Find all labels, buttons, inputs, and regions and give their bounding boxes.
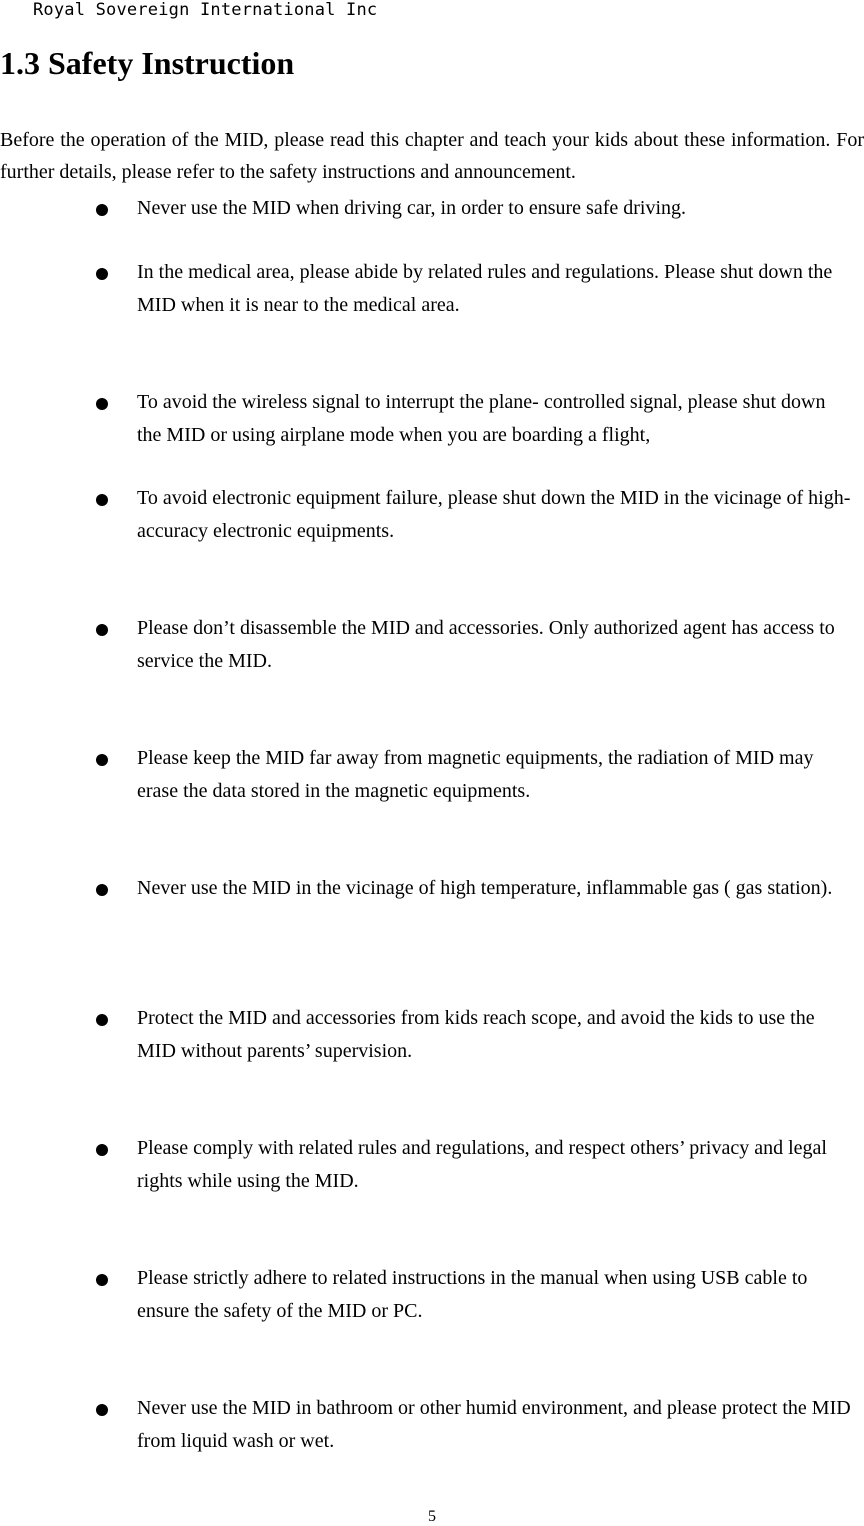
running-header-company: Royal Sovereign International Inc: [33, 0, 378, 20]
list-item-text: Please don’t disassemble the MID and accessories. Only authorized agent has access to service the MID.: [137, 617, 835, 672]
bullet-dot-icon: [96, 884, 108, 896]
list-item-text: Protect the MID and accessories from kids reach scope, and avoid the kids to use the MID without parents’ supervision.: [137, 1007, 815, 1062]
bullet-dot-icon: [96, 754, 108, 766]
bullet-dot-icon: [96, 268, 108, 280]
section-title: 1.3 Safety Instruction: [0, 45, 295, 81]
list-item-text: To avoid electronic equipment failure, please shut down the MID in the vicinage of high-accuracy electronic equipments.: [137, 487, 851, 542]
list-item-text: In the medical area, please abide by related rules and regulations. Please shut down the MID when it is near to the medical area.: [137, 261, 833, 316]
list-item-text: Please keep the MID far away from magnetic equipments, the radiation of MID may erase the data stored in the magnetic equipments.: [137, 747, 814, 802]
page-number: 5: [428, 1508, 436, 1525]
bullet-dot-icon: [96, 1144, 108, 1156]
list-item-text: Never use the MID in the vicinage of high temperature, inflammable gas ( gas station).: [137, 877, 833, 899]
bullet-dot-icon: [96, 1274, 108, 1286]
bullet-dot-icon: [96, 204, 108, 216]
bullet-dot-icon: [96, 1404, 108, 1416]
list-item-text: Never use the MID when driving car, in order to ensure safe driving.: [137, 197, 687, 219]
list-item-text: Please strictly adhere to related instructions in the manual when using USB cable to ensure the safety of the MID or PC.: [137, 1267, 808, 1322]
bullet-dot-icon: [96, 1014, 108, 1026]
intro-paragraph: Before the operation of the MID, please read this chapter and teach your kids about these information. For further details, please refer to the safety instructions and announcement.: [0, 129, 864, 183]
bullet-dot-icon: [96, 624, 108, 636]
bullet-dot-icon: [96, 398, 108, 410]
list-item-text: Never use the MID in bathroom or other humid environment, and please protect the MID from liquid wash or wet.: [137, 1397, 851, 1452]
list-item-text: Please comply with related rules and regulations, and respect others’ privacy and legal rights while using the MID.: [137, 1137, 827, 1192]
bullet-dot-icon: [96, 494, 108, 506]
list-item-text: To avoid the wireless signal to interrupt the plane- controlled signal, please shut down the MID or using airplane mode when you are boarding a flight,: [137, 391, 826, 446]
